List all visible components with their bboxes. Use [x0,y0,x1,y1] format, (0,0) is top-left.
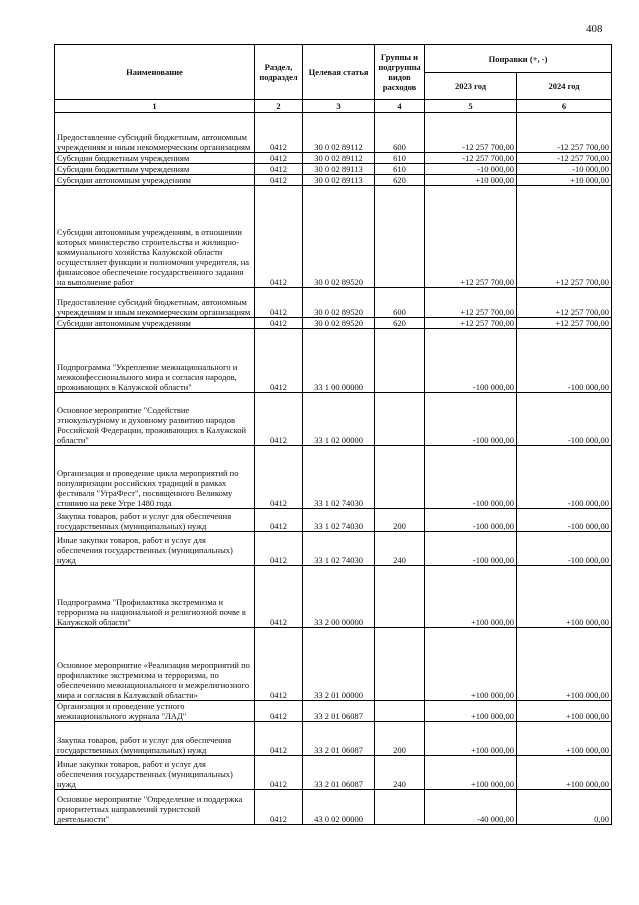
table-row [55,509,612,532]
row-section: 0412 [255,722,303,756]
table-row [55,186,612,288]
row-section: 0412 [255,701,303,722]
table-row [55,446,612,509]
table-row [55,318,612,329]
row-group [375,186,425,288]
row-amount-2024: +100 000,00 [517,756,612,790]
row-amount-2024: +12 257 700,00 [517,288,612,318]
row-section: 0412 [255,186,303,288]
row-amount-2024: -100 000,00 [517,393,612,446]
row-amount-2024: 0,00 [517,790,612,825]
row-name: Основное мероприятие «Реализация мероприятий по профилактике экстремизма и терроризма, по обеспечению межнационального и межрелигиозного мира и согласия в Калужской области» [55,628,255,701]
row-group [375,628,425,701]
row-section: 0412 [255,153,303,164]
row-amount-2023: +100 000,00 [425,566,517,628]
row-section: 0412 [255,288,303,318]
row-section: 0412 [255,164,303,175]
row-amount-2024: +12 257 700,00 [517,186,612,288]
table-row [55,175,612,186]
row-amount-2023: +100 000,00 [425,628,517,701]
row-name: Закупка товаров, работ и услуг для обеспечения государственных (муниципальных) нужд [55,722,255,756]
table-row [55,566,612,628]
row-group: 620 [375,175,425,186]
row-amount-2024: +100 000,00 [517,566,612,628]
column-number: 4 [375,100,425,113]
row-target: 33 1 02 74030 [303,446,375,509]
row-name: Закупка товаров, работ и услуг для обеспечения государственных (муниципальных) нужд [55,509,255,532]
column-number: 2 [255,100,303,113]
budget-amendments-table [54,44,612,825]
row-name: Подпрограмма "Профилактика экстремизма и терроризма на национальной и религиозной почве в Калужской области" [55,566,255,628]
row-group: 600 [375,113,425,153]
row-amount-2024: -100 000,00 [517,509,612,532]
row-amount-2024: +12 257 700,00 [517,318,612,329]
row-group [375,393,425,446]
row-amount-2023: +100 000,00 [425,722,517,756]
row-group [375,566,425,628]
row-section: 0412 [255,532,303,566]
row-target: 30 0 02 89113 [303,175,375,186]
table-row [55,164,612,175]
row-target: 33 2 00 00000 [303,566,375,628]
row-group: 600 [375,288,425,318]
row-target: 30 0 02 89520 [303,318,375,329]
row-amount-2023: +100 000,00 [425,701,517,722]
column-number: 3 [303,100,375,113]
row-amount-2023: -12 257 700,00 [425,153,517,164]
row-target: 33 1 02 00000 [303,393,375,446]
header-section: Раздел, подраздел [255,45,303,100]
row-name: Субсидии бюджетным учреждениям [55,164,255,175]
row-amount-2024: +100 000,00 [517,722,612,756]
row-group [375,446,425,509]
row-target: 33 2 01 06087 [303,701,375,722]
row-target: 43 0 02 00000 [303,790,375,825]
header-amendments: Поправки (+, -) [425,45,612,73]
row-group: 200 [375,722,425,756]
table-row [55,628,612,701]
row-name: Субсидии автономным учреждениям [55,318,255,329]
table-row [55,329,612,393]
row-section: 0412 [255,175,303,186]
row-group: 240 [375,756,425,790]
row-target: 30 0 02 89112 [303,153,375,164]
row-amount-2024: -100 000,00 [517,329,612,393]
row-amount-2023: +12 257 700,00 [425,318,517,329]
row-amount-2023: -100 000,00 [425,393,517,446]
row-target: 30 0 02 89520 [303,186,375,288]
table-row [55,288,612,318]
row-amount-2024: +100 000,00 [517,701,612,722]
row-name: Иные закупки товаров, работ и услуг для обеспечения государственных (муниципальных) нужд [55,756,255,790]
row-section: 0412 [255,566,303,628]
row-name: Предоставление субсидий бюджетным, автономным учреждениям и иным некоммерческим организациям [55,113,255,153]
table-header-row [55,45,612,73]
row-amount-2024: +10 000,00 [517,175,612,186]
row-section: 0412 [255,509,303,532]
row-amount-2023: -40 000,00 [425,790,517,825]
row-amount-2024: -100 000,00 [517,446,612,509]
row-amount-2024: -10 000,00 [517,164,612,175]
row-target: 33 1 02 74030 [303,532,375,566]
row-target: 33 2 01 06087 [303,756,375,790]
row-name: Основное мероприятие "Содействие этнокультурному и духовному развитию народов Российской Федерации, проживающих в Калужской области" [55,393,255,446]
row-name: Основное мероприятие "Определение и поддержка приоритетных направлений туристской деятельности" [55,790,255,825]
row-amount-2023: -100 000,00 [425,446,517,509]
row-amount-2023: -12 257 700,00 [425,113,517,153]
row-group [375,329,425,393]
row-name: Субсидии автономным учреждениям, в отношении которых министерство строительства и жилищно-коммунального хозяйства Калужской области осуществляет функции и полномочия учредителя, на финансовое обеспечение государственного задания на выполнение работ [55,186,255,288]
row-section: 0412 [255,446,303,509]
table-row [55,722,612,756]
column-number: 5 [425,100,517,113]
row-amount-2024: +100 000,00 [517,628,612,701]
row-section: 0412 [255,756,303,790]
row-target: 33 2 01 00000 [303,628,375,701]
row-name: Субсидии автономным учреждениям [55,175,255,186]
row-group: 240 [375,532,425,566]
row-amount-2024: -100 000,00 [517,532,612,566]
row-name: Иные закупки товаров, работ и услуг для обеспечения государственных (муниципальных) нужд [55,532,255,566]
table-row [55,393,612,446]
row-target: 30 0 02 89113 [303,164,375,175]
row-name: Подпрограмма "Укрепление межнационального и межконфессионального мира и согласия народов, проживающих в Калужской области" [55,329,255,393]
row-amount-2023: +10 000,00 [425,175,517,186]
header-target: Целевая статья [303,45,375,100]
header-year-2024: 2024 год [517,73,612,100]
row-section: 0412 [255,318,303,329]
row-amount-2023: -10 000,00 [425,164,517,175]
row-amount-2023: +12 257 700,00 [425,186,517,288]
table-row [55,756,612,790]
row-name: Организация и проведение цикла мероприятий по популяризации российских традиций в рамках фестиваля "УграФест", посвященного Великому стоянию на реке Угре 1480 года [55,446,255,509]
row-amount-2023: -100 000,00 [425,509,517,532]
row-amount-2023: +12 257 700,00 [425,288,517,318]
row-amount-2023: -100 000,00 [425,532,517,566]
column-number: 1 [55,100,255,113]
row-group [375,790,425,825]
row-target: 33 2 01 06087 [303,722,375,756]
table-row [55,790,612,825]
table-row [55,153,612,164]
row-amount-2024: -12 257 700,00 [517,113,612,153]
column-number-row [55,100,612,113]
row-section: 0412 [255,393,303,446]
row-amount-2023: -100 000,00 [425,329,517,393]
row-name: Предоставление субсидий бюджетным, автономным учреждениям и иным некоммерческим организациям [55,288,255,318]
column-number: 6 [517,100,612,113]
table-body [55,113,612,825]
table-row [55,113,612,153]
row-group: 200 [375,509,425,532]
row-target: 33 1 00 00000 [303,329,375,393]
row-section: 0412 [255,113,303,153]
page-number: 408 [586,23,603,35]
header-name: Наименование [55,45,255,100]
row-section: 0412 [255,329,303,393]
row-target: 30 0 02 89520 [303,288,375,318]
row-group: 610 [375,164,425,175]
row-amount-2023: +100 000,00 [425,756,517,790]
row-group: 610 [375,153,425,164]
table-row [55,701,612,722]
row-section: 0412 [255,790,303,825]
row-group: 620 [375,318,425,329]
row-target: 30 0 02 89112 [303,113,375,153]
header-year-2023: 2023 год [425,73,517,100]
row-section: 0412 [255,628,303,701]
row-name: Субсидии бюджетным учреждениям [55,153,255,164]
row-name: Организация и проведение устного межнационального журнала "ЛАД" [55,701,255,722]
header-groups: Группы и подгруппы видов расходов [375,45,425,100]
row-target: 33 1 02 74030 [303,509,375,532]
row-group [375,701,425,722]
table-row [55,532,612,566]
row-amount-2024: -12 257 700,00 [517,153,612,164]
